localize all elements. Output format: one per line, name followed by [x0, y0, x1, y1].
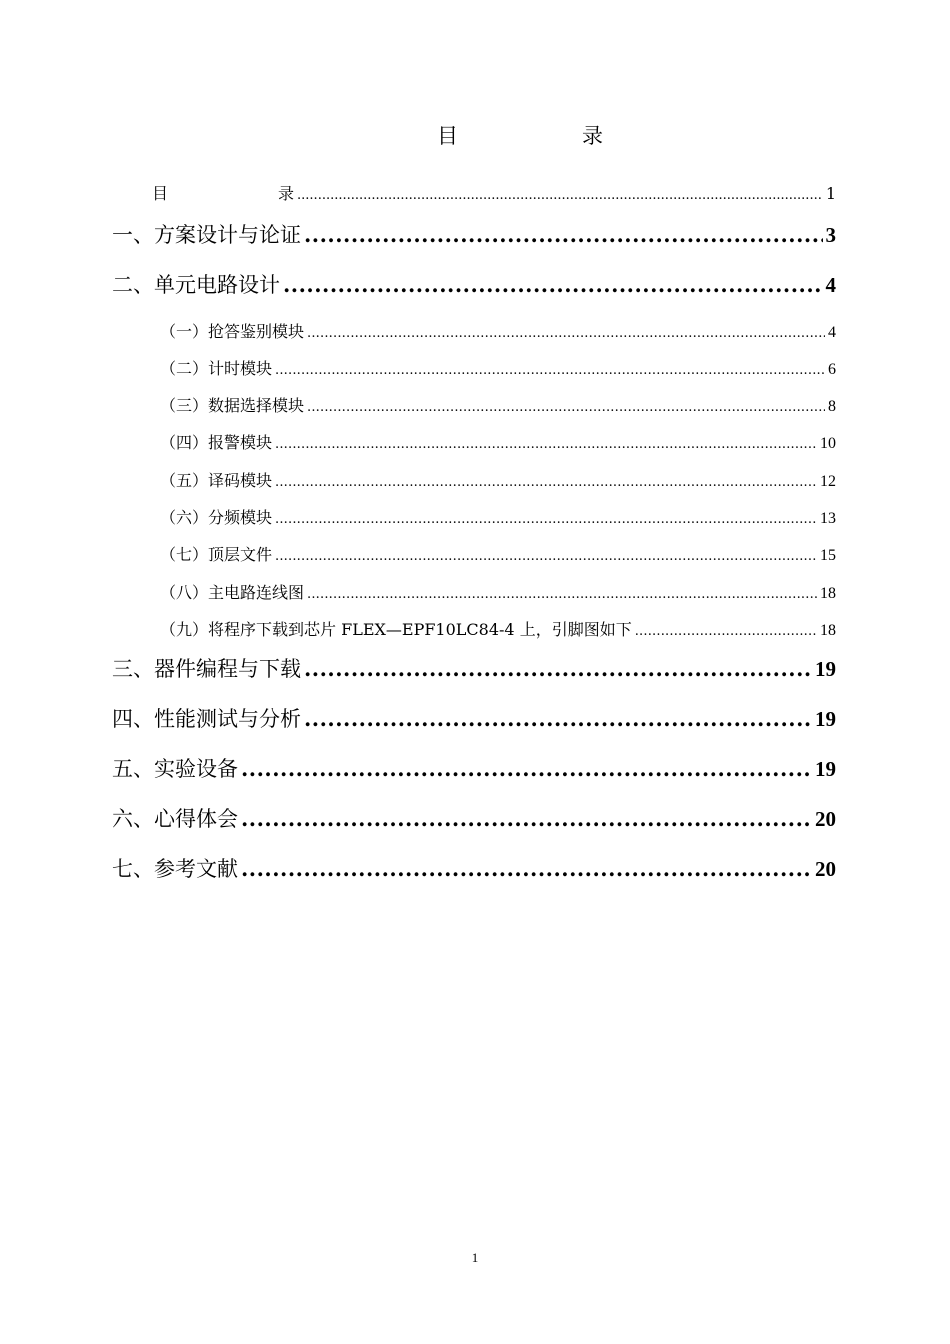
toc-subsection-page: 18	[820, 622, 836, 639]
toc-subsection-label: （五）译码模块	[160, 471, 273, 490]
dot-leader	[635, 621, 817, 643]
toc-subsection-page: 18	[820, 585, 836, 602]
dot-leader	[307, 397, 825, 419]
dot-leader	[307, 323, 825, 345]
dot-leader	[275, 472, 817, 494]
toc-section-label: 一、方案设计与论证	[112, 223, 301, 247]
dot-leader	[307, 584, 817, 606]
toc-entry-label: 录	[278, 184, 295, 203]
toc-entry-label: 目	[152, 184, 169, 203]
toc-section-label: 二、单元电路设计	[112, 273, 280, 297]
toc-subsection-page: 10	[820, 435, 836, 452]
toc-subsection[interactable]	[160, 619, 836, 643]
toc-subsection-label: （一）抢答鉴别模块	[160, 322, 305, 341]
toc-section-label: 六、心得体会	[112, 807, 238, 831]
toc-subsection-label: （九）将程序下载到芯片 FLEX—EPF10LC84-4 上，引脚图如下	[160, 620, 632, 639]
toc-subsection[interactable]	[160, 470, 836, 494]
dot-leader	[275, 434, 817, 456]
dot-leader	[304, 221, 823, 249]
dot-leader	[275, 546, 817, 568]
dot-leader	[275, 509, 817, 531]
toc-subsection-page: 12	[820, 473, 836, 490]
toc-entry-page: 1	[825, 184, 836, 203]
title-part-2: 录	[582, 124, 603, 148]
toc-section-label: 三、器件编程与下载	[112, 657, 301, 681]
dot-leader	[241, 855, 812, 883]
toc-section-page: 19	[815, 707, 836, 731]
toc-section-page: 3	[825, 223, 836, 247]
toc-subsection[interactable]	[160, 507, 836, 531]
toc-section[interactable]	[112, 221, 836, 249]
toc-subsection[interactable]	[160, 544, 836, 568]
toc-section[interactable]	[112, 805, 836, 833]
toc-subsection-label: （二）计时模块	[160, 359, 273, 378]
dot-leader	[241, 805, 812, 833]
toc-section[interactable]	[112, 705, 836, 733]
toc-section-page: 19	[815, 757, 836, 781]
dot-leader	[275, 360, 825, 382]
toc-subsection[interactable]	[160, 432, 836, 456]
toc-section[interactable]	[112, 271, 836, 299]
dot-leader	[304, 655, 812, 683]
toc-subsection-page: 6	[828, 361, 836, 378]
toc-subsection-label: （七）顶层文件	[160, 545, 273, 564]
dot-leader	[283, 271, 823, 299]
toc-subsection-page: 13	[820, 510, 836, 527]
toc-subsection[interactable]	[160, 395, 836, 419]
toc-subsection-label: （三）数据选择模块	[160, 396, 305, 415]
toc-section-label: 七、参考文献	[112, 857, 238, 881]
toc-section-page: 4	[825, 273, 836, 297]
toc-subsection-label: （八）主电路连线图	[160, 583, 305, 602]
toc-section-page: 19	[815, 657, 836, 681]
toc-subsection-page: 15	[820, 547, 836, 564]
toc-section-page: 20	[815, 807, 836, 831]
toc-subsection-page: 4	[828, 324, 836, 341]
toc-section[interactable]	[112, 655, 836, 683]
toc-subsection-page: 8	[828, 398, 836, 415]
toc-subsection-label: （四）报警模块	[160, 433, 273, 452]
toc-subsection-label: （六）分频模块	[160, 508, 273, 527]
toc-section[interactable]	[112, 755, 836, 783]
page-title	[0, 124, 950, 154]
toc-entry-contents[interactable]	[152, 183, 836, 207]
page-number: 1	[471, 1250, 479, 1265]
dot-leader	[304, 705, 812, 733]
toc-section-page: 20	[815, 857, 836, 881]
toc-section-label: 五、实验设备	[112, 757, 238, 781]
toc-subsection[interactable]	[160, 358, 836, 382]
dot-leader	[241, 755, 812, 783]
toc-subsection[interactable]	[160, 582, 836, 606]
toc-section[interactable]	[112, 855, 836, 883]
toc-subsection[interactable]	[160, 321, 836, 345]
toc-section-label: 四、性能测试与分析	[112, 707, 301, 731]
title-part-1: 目	[437, 124, 458, 148]
dot-leader	[297, 185, 823, 207]
